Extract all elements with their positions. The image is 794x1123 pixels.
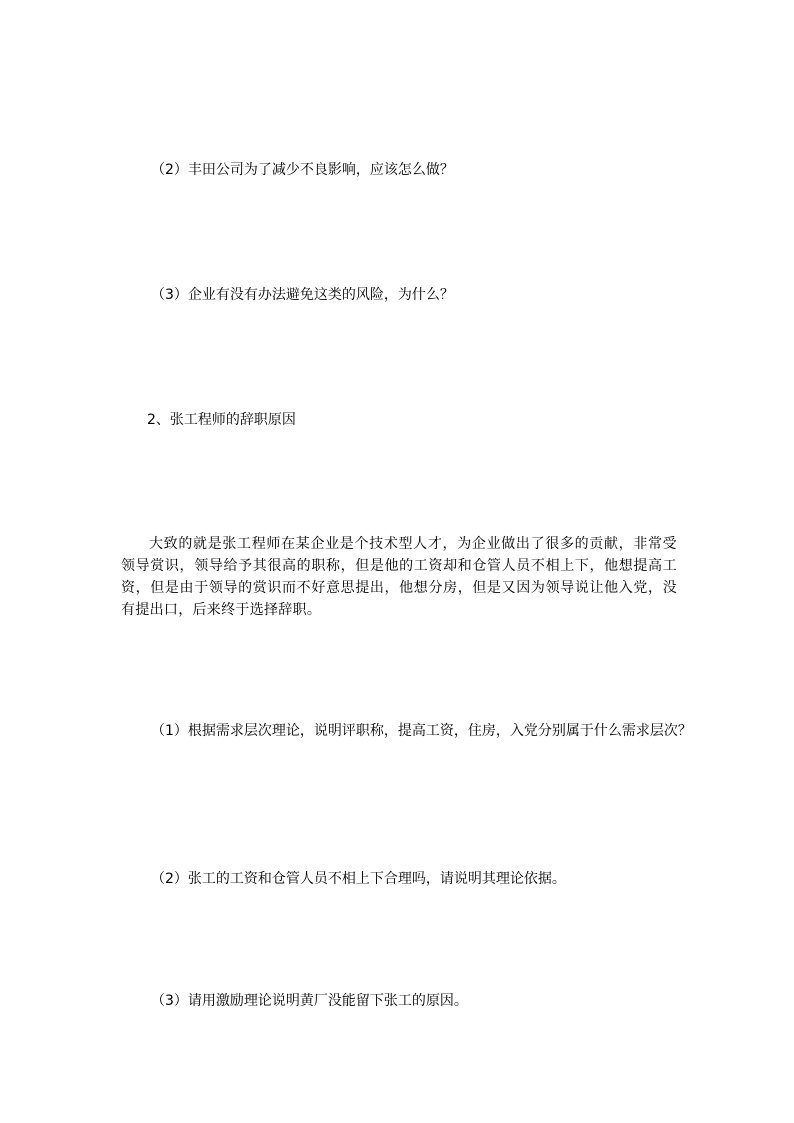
question-2-toyota: （2）丰田公司为了减少不良影响，应该怎么做？ (151, 162, 454, 178)
question-3-motivation: （3）请用激励理论说明黄厂没能留下张工的原因。 (151, 993, 468, 1009)
question-1-needs-hierarchy: （1）根据需求层次理论，说明评职称，提高工资，住房，入党分别属于什么需求层次？ (151, 723, 692, 739)
case-paragraph: 大致的就是张工程师在某企业是个技术型人才，为企业做出了很多的贡献，非常受领导赏识，领导给予其很高的职称，但是他的工资却和仓管人员不相上下，他想提高工资，但是由于领导的赏识而不好意思提出，他想分房，但是又因为领导说让他入党，没有提出口，后来终于选择辞职。 (121, 536, 677, 618)
question-3-risk: （3）企业有没有办法避免这类的风险，为什么？ (151, 287, 454, 303)
case-heading: 2、张工程师的辞职原因 (147, 412, 296, 428)
question-2-salary: （2）张工的工资和仓管人员不相上下合理吗，请说明其理论依据。 (151, 871, 566, 887)
